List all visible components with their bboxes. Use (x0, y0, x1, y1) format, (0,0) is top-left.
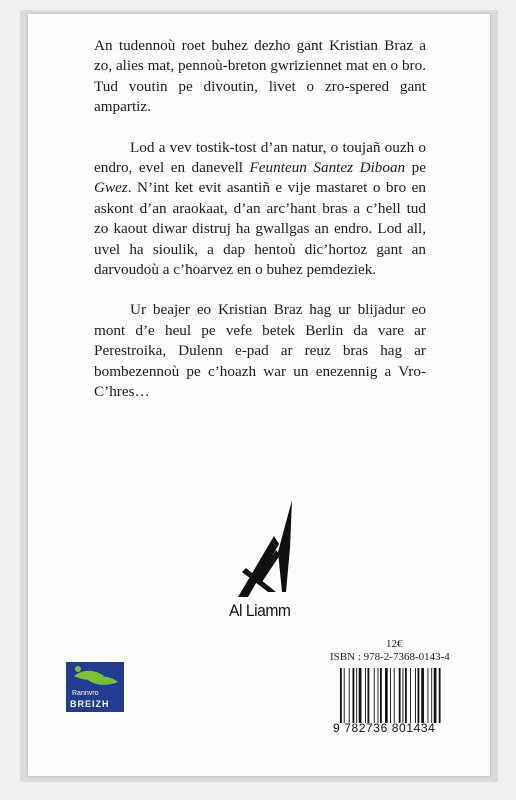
leaf-icon (66, 662, 124, 692)
blurb-text (94, 36, 426, 423)
story-title-gwez: Gwez (94, 179, 128, 197)
barcode (339, 668, 474, 723)
barcode-digits: 9 782736 801434 (333, 721, 436, 735)
blurb-p2-part-b: pe (405, 159, 426, 177)
blurb-paragraph-3: Ur beajer eo Kristian Braz hag ur blijadur eo mont d’e heul pe vefe betek Berlin da vare ar Perestroika, Dulenn e-pad ar reuz bras hag ar bombezennoù pe c’hoazh war un enezennig a Vro-C’hres… (94, 301, 426, 401)
story-title-feunteun: Feunteun Santez Diboan (249, 159, 406, 177)
region-logo-tag: Rannvro (72, 690, 99, 697)
price: 12€ (386, 638, 403, 650)
blurb-p2-part-c: . N’int ket evit asantiñ e vije mastaret o bro en askont d’an araokaat, d’an arc’hant bras a c’hell tud zo kaout diwar distruj ha gwallgas an endro. Lod all, uvel ha sioulik, a dap hentoù dic’hortoz gant an darvoudoù a c’hoarvez en o buhez pemdeziek. (94, 179, 426, 279)
blurb-paragraph-1: An tudennoù roet buhez dezho gant Kristian Braz a zo, alies mat, pennoù-breton gwriziennet mat en o bro. Tud voutin pe divoutin, livet o zro-spered gant ampartiz. (94, 37, 426, 116)
blurb-p2-part-a: Lod a vev tostik-tost d’an natur, o toujañ ouzh o endro, evel en danevell (94, 138, 426, 177)
blurb-paragraph-2 (94, 138, 426, 281)
region-logo (66, 662, 124, 712)
isbn: ISBN : 978-2-7368-0143-4 (330, 651, 450, 663)
publisher-name: Al Liamm (229, 601, 291, 620)
publisher-logo (216, 492, 306, 612)
publisher-logo-mark-icon (216, 492, 306, 602)
region-logo-name: BREIZH (70, 699, 110, 709)
